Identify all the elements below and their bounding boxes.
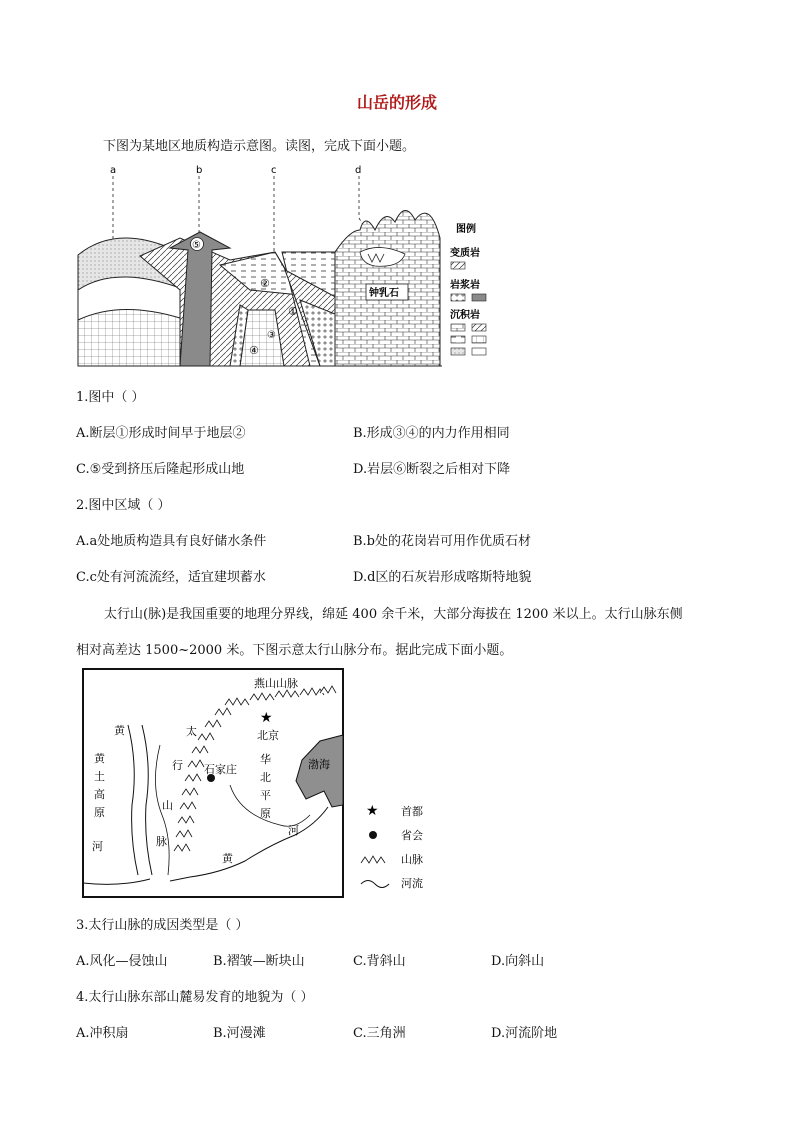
- marker-a: a: [110, 165, 117, 176]
- question-4-option-d[interactable]: D.河流阶地: [491, 1026, 558, 1041]
- marker-c: c: [271, 165, 277, 176]
- question-2-option-a[interactable]: A.a处地质构造具有良好储水条件: [76, 534, 267, 549]
- loess-char-2: 土: [94, 770, 105, 783]
- taihang-char-2: 行: [172, 759, 183, 772]
- taihang-char-3: 山: [162, 799, 173, 812]
- beijing-label: 北京: [257, 729, 279, 742]
- question-2-option-b[interactable]: B.b处的花岗岩可用作优质石材: [353, 534, 532, 549]
- question-3-option-d[interactable]: D.向斜山: [491, 954, 545, 969]
- question-2-stem: 2.图中区域（ ）: [76, 498, 171, 513]
- legend-sedimentary: 沉积岩: [450, 310, 480, 321]
- legend-provincial-capital-icon: [369, 831, 377, 839]
- question-4-option-c[interactable]: C.三角洲: [353, 1026, 406, 1041]
- legend-igneous: 岩浆岩: [450, 280, 480, 291]
- huabei-char-2: 北: [260, 771, 271, 784]
- loess-char-3: 高: [94, 788, 105, 801]
- legend-capital-icon: ★: [366, 803, 379, 819]
- question-4-stem: 4.太行山脉东部山麓易发育的地貌为（ ）: [76, 990, 314, 1005]
- layer-5-number: ⑤: [192, 240, 201, 251]
- huabei-char-3: 平: [260, 789, 271, 802]
- legend-mountain-label: 山脉: [401, 853, 423, 866]
- loess-char-1: 黄: [94, 752, 105, 765]
- geologic-section-figure: [70, 160, 500, 372]
- intro-paragraph-1: 下图为某地区地质构造示意图。读图，完成下面小题。: [103, 139, 416, 154]
- yellow-river-label-left: 河: [92, 840, 103, 853]
- layer-2-number: ②: [260, 277, 270, 290]
- layer-4-number: ④: [249, 344, 259, 357]
- page-title: 山岳的形成: [356, 93, 437, 112]
- capital-star-icon: ★: [260, 710, 273, 726]
- layer-3-number: ③: [267, 330, 276, 341]
- taihang-char-4: 脉: [156, 835, 167, 848]
- legend-title: 图例: [456, 224, 476, 235]
- question-1-option-b[interactable]: B.形成③④的内力作用相同: [353, 426, 510, 441]
- yellow-river-label-right: 河: [288, 824, 299, 837]
- legend-provincial-capital-label: 省会: [401, 829, 423, 842]
- question-2-option-c[interactable]: C.c处有河流流经，适宜建坝蓄水: [76, 570, 266, 585]
- taihang-char-1: 太: [186, 725, 197, 738]
- legend-metamorphic: 变质岩: [450, 248, 480, 259]
- huabei-char-1: 华: [260, 753, 271, 766]
- question-1-option-c[interactable]: C.⑤受到挤压后隆起形成山地: [76, 462, 245, 477]
- question-3-option-a[interactable]: A.风化—侵蚀山: [76, 954, 168, 969]
- question-3-stem: 3.太行山脉的成因类型是（ ）: [76, 918, 249, 933]
- question-3-option-c[interactable]: C.背斜山: [353, 954, 406, 969]
- question-1-stem: 1.图中（ ）: [76, 390, 145, 405]
- stalactite-label: 钟乳石: [369, 288, 399, 299]
- bohai-label: 渤海: [308, 758, 330, 771]
- question-1-option-a[interactable]: A.断层①形成时间早于地层②: [76, 426, 246, 441]
- yellow-river-label-bottom: 黄: [222, 852, 233, 865]
- question-3-option-b[interactable]: B.褶皱—断块山: [213, 954, 305, 969]
- marker-d: d: [355, 165, 362, 176]
- legend-mountain-icon: [361, 856, 385, 863]
- intro-paragraph-2-line-2: 相对高差达 1500~2000 米。下图示意太行山脉分布。据此完成下面小题。: [76, 643, 513, 658]
- question-4-option-b[interactable]: B.河漫滩: [213, 1026, 266, 1041]
- taihang-map-figure: [80, 665, 440, 901]
- legend-capital-label: 首都: [401, 805, 423, 818]
- question-4-option-a[interactable]: A.冲积扇: [76, 1026, 129, 1041]
- yellow-river-label-top: 黄: [114, 724, 125, 737]
- intro-paragraph-2-line-1: 太行山(脉)是我国重要的地理分界线，绵延 400 余千米，大部分海拔在 1200 米以上。太行山脉东侧: [104, 607, 683, 622]
- legend-river-icon: [361, 881, 389, 888]
- question-1-option-d[interactable]: D.岩层⑥断裂之后相对下降: [353, 462, 511, 477]
- layer-1-number: ①: [288, 305, 298, 318]
- shijiazhuang-label: 石家庄: [204, 763, 237, 776]
- legend-river-label: 河流: [401, 877, 423, 890]
- marker-b: b: [196, 165, 203, 176]
- loess-char-4: 原: [94, 806, 105, 819]
- question-2-option-d[interactable]: D.d区的石灰岩形成喀斯特地貌: [353, 570, 532, 585]
- yanshan-label: 燕山山脉: [254, 677, 298, 690]
- huabei-char-4: 原: [260, 807, 271, 820]
